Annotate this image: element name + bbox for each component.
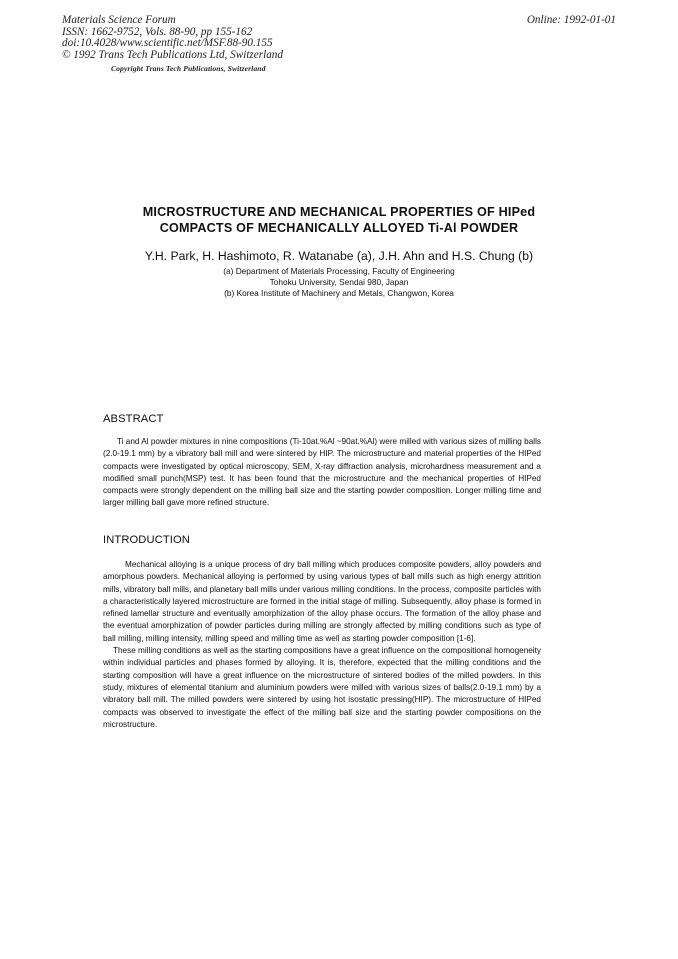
publisher-line: © 1992 Trans Tech Publications Ltd, Switzerland [62,48,283,61]
journal-name: Materials Science Forum [62,14,176,26]
abstract-paragraph: Ti and Al powder mixtures in nine compositions (Ti-10at.%Al ~90at.%Al) were milled with various sizes of milling balls (2.0-19.1 mm) by a vibratory ball mill and were sintered by HIP. The microstructure and material properties of the HIPed compacts were investigated by optical microscopy, SEM, X-ray diffraction analysis, microhardness measurement and a modified small punch(MSP) test. It has been found that the microstructure and the mechanical properties of HIPed compacts were strongly dependent on the milling ball size and the starting powder composition. Longer milling time and larger milling ball gave more refined structure. [103,437,541,508]
abstract-heading: ABSTRACT [103,413,164,425]
affiliation-b: (b) Korea Institute of Machinery and Metals, Changwon, Korea [224,288,454,299]
affiliations [0,266,678,300]
doi-line[interactable]: doi:10.4028/www.scientific.net/MSF.88-90.155 [62,37,273,50]
title-line-1: MICROSTRUCTURE AND MECHANICAL PROPERTIES OF HIPed [142,205,536,219]
title-line-2: COMPACTS OF MECHANICALLY ALLOYED Ti-Al POWDER [159,221,519,235]
issn-line: ISSN: 1662-9752, Vols. 88-90, pp 155-162 [62,25,253,38]
copyright-stamp: Copyright Trans Tech Publications, Switzerland [111,64,266,73]
paper-title [0,204,678,236]
publication-meta [62,15,283,61]
affiliation-a-line-1: (a) Department of Materials Processing, Faculty of Engineering [223,266,455,276]
abstract-body [103,436,541,510]
introduction-paragraph-1: Mechanical alloying is a unique process of dry ball milling which produces composite powders, alloy powders and amorphous powders. Mechanical alloying is performed by using various types of ball mills such as high energy attrition mills, vibratory ball mills, and planetary ball mills under various milling conditions. In the process, composite particles with a characteristically layered microstructure are formed in the initial stage of milling. Subsequently, alloy phase is formed in refined lamellar structure and eventually amorphization of the alloy phase occurs. The formation of the alloy phase and the eventual amorphization of powder particles during milling are strongly affected by milling conditions such as type of ball milling, milling intensity, milling speed and milling time as well as starting powder composition [1-6]. [103,560,541,643]
introduction-heading: INTRODUCTION [103,534,190,546]
introduction-paragraph-2: These milling conditions as well as the starting compositions have a great influence on the compositional homogeneity within individual particles and phases formed by alloying. It is, therefore, expected that the milling conditions and the starting composition will have a great influence on the microstructure of sintered bodies of the milled powders. In this study, mixtures of elemental titanium and aluminium powders were milled with various sizes of balls(2.0-19.1 mm) by a vibratory ball mill. The milled powders were sintered by using hot isostatic pressing(HIP). The microstructure of HIPed compacts was observed to investigate the effect of the milling ball size and the starting powder compositions on the microstructure. [103,646,541,729]
author-list: Y.H. Park, H. Hashimoto, R. Watanabe (a), J.H. Ahn and H.S. Chung (b) [144,249,534,263]
online-date: Online: 1992-01-01 [526,14,616,26]
affiliation-a-line-2: Tohoku University, Sendai 980, Japan [269,277,409,288]
introduction-body [103,559,541,731]
